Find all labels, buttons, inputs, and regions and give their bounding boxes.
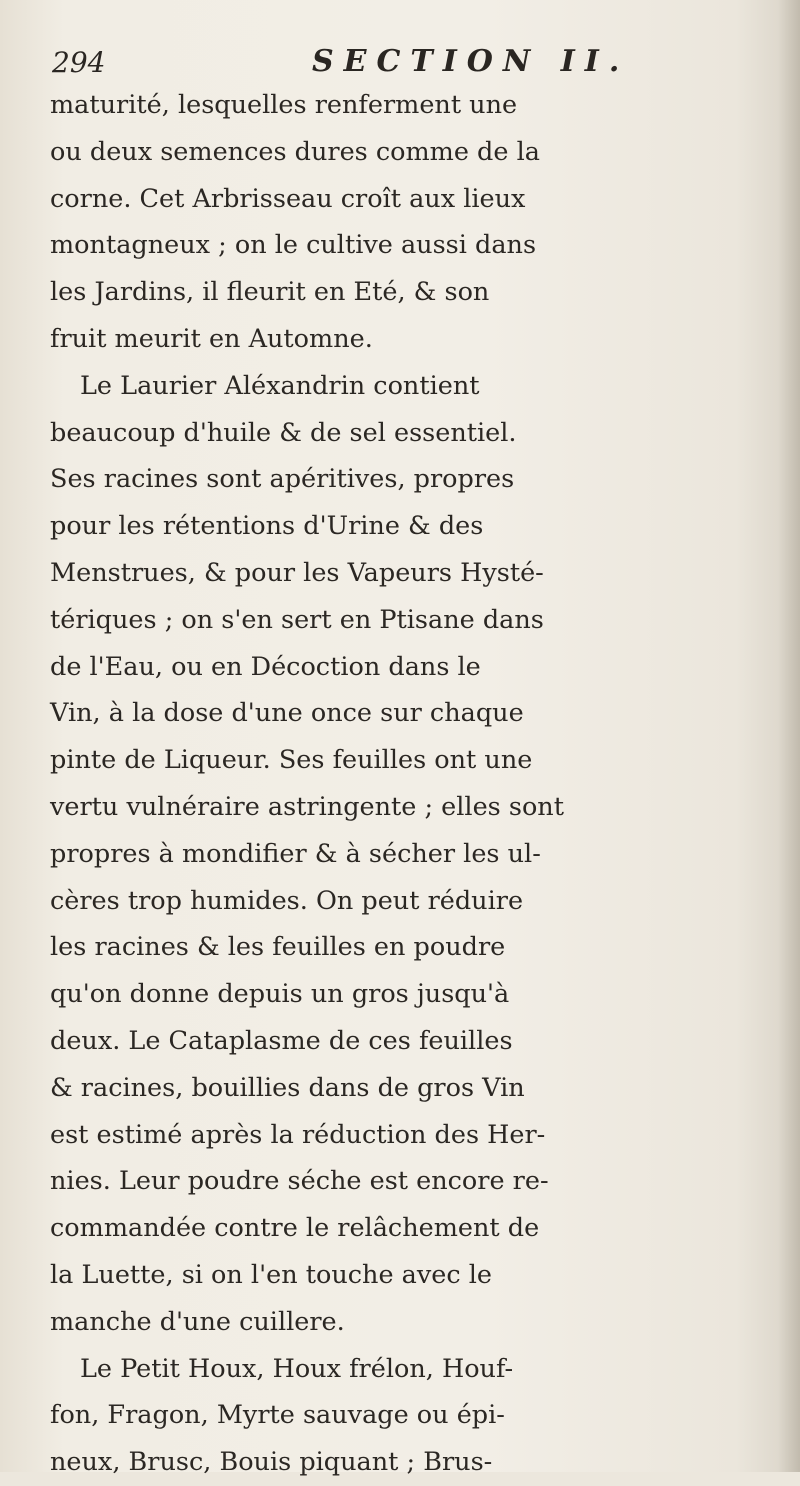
text-line: maturité, lesquelles renferment une (50, 90, 518, 120)
text-line: cères trop humides. On peut réduire (50, 885, 524, 916)
page-gutter-shadow (778, 0, 800, 1472)
text-line: Ses racines sont apéritives, propres (50, 464, 515, 495)
text-line: Le Petit Houx, Houx frélon, Houf- (80, 1353, 514, 1384)
page-number: 294 (52, 46, 106, 79)
text-line: manche d'une cuillere. (50, 1306, 345, 1337)
text-line: Le Laurier Aléxandrin contient (80, 370, 480, 401)
text-line: nies. Leur poudre séche est encore re- (50, 1166, 549, 1197)
text-line: pinte de Liqueur. Ses feuilles ont une (50, 745, 533, 776)
text-line: les racines & les feuilles en poudre (50, 932, 506, 963)
text-line: de l'Eau, ou en Décoction dans le (50, 651, 481, 682)
text-line: corne. Cet Arbrisseau croît aux lieux (50, 183, 526, 214)
text-line: ou deux semences dures comme de la (50, 136, 540, 167)
body-text (50, 82, 780, 1486)
text-line: fruit meurit en Automne. (50, 323, 373, 354)
text-line: commandée contre le relâchement de (50, 1213, 540, 1244)
text-line: fon, Fragon, Myrte sauvage ou épi- (50, 1400, 505, 1431)
text-line: & racines, bouillies dans de gros Vin (50, 1072, 525, 1103)
text-line: beaucoup d'huile & de sel essentiel. (50, 417, 517, 448)
text-line: est estimé après la réduction des Her- (50, 1119, 546, 1150)
text-line: propres à mondifier & à sécher les ul- (50, 838, 541, 869)
text-line: Vin, à la dose d'une once sur chaque (50, 698, 524, 729)
text-line: les Jardins, il fleurit en Eté, & son (50, 277, 490, 308)
text-line: tériques ; on s'en sert en Ptisane dans (50, 604, 544, 635)
text-line: vertu vulnéraire astringente ; elles sont (50, 791, 564, 822)
text-line: pour les rétentions d'Urine & des (50, 511, 484, 542)
text-line: deux. Le Cataplasme de ces feuilles (50, 1025, 513, 1056)
running-head: SECTION II. (312, 44, 630, 79)
text-line: montagneux ; on le cultive aussi dans (50, 230, 537, 261)
text-line: Menstrues, & pour les Vapeurs Hysté- (50, 557, 544, 588)
text-line: qu'on donne depuis un gros jusqu'à (50, 979, 510, 1010)
text-line: la Luette, si on l'en touche avec le (50, 1259, 492, 1290)
text-line: neux, Brusc, Bouis piquant ; Brus- (50, 1447, 493, 1478)
